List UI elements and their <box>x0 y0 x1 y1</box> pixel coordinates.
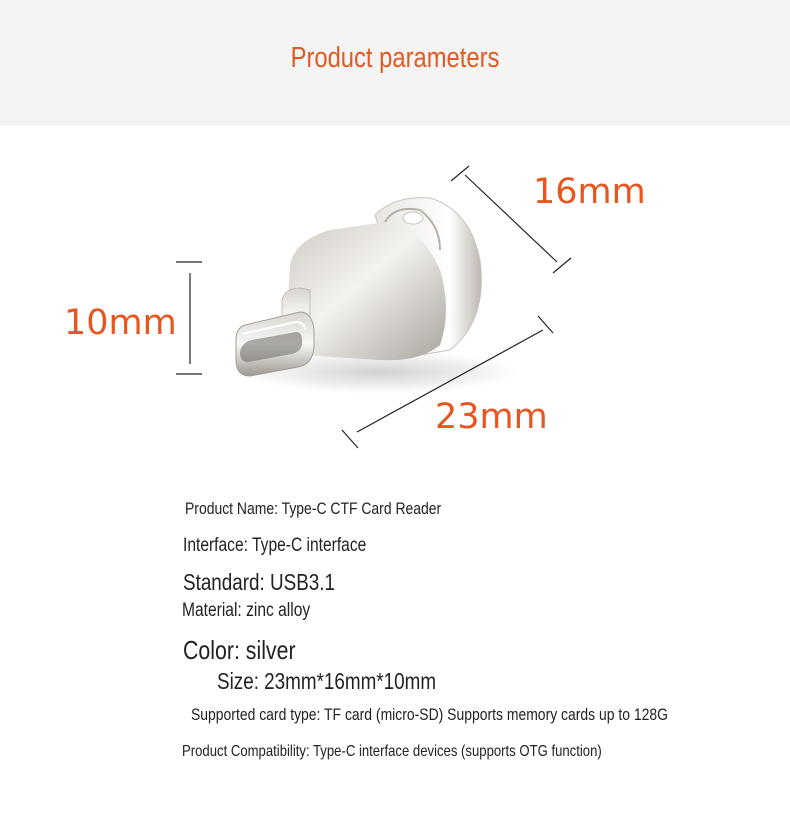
spec-compatibility: Product Compatibility: Type-C interface devices (supports OTG function) <box>182 743 602 760</box>
spec-size: Size: 23mm*16mm*10mm <box>217 668 437 694</box>
header-banner <box>0 0 790 126</box>
spec-standard: Standard: USB3.1 <box>183 569 336 595</box>
spec-supported-card-type: Supported card type: TF card (micro-SD) Supports memory cards up to 128G <box>191 705 668 724</box>
spec-interface: Interface: Type-C interface <box>183 535 367 556</box>
spec-color: Color: silver <box>183 635 296 665</box>
card-reader-illustration <box>0 130 790 470</box>
page-title: Product parameters <box>290 42 500 74</box>
length-dimension-label: 23mm <box>435 397 548 437</box>
width-dimension-label: 16mm <box>533 172 646 212</box>
spec-material: Material: zinc alloy <box>182 600 311 621</box>
height-dimension-label: 10mm <box>64 303 177 343</box>
product-diagram <box>0 130 790 470</box>
spec-product-name: Product Name: Type-C CTF Card Reader <box>185 499 442 518</box>
